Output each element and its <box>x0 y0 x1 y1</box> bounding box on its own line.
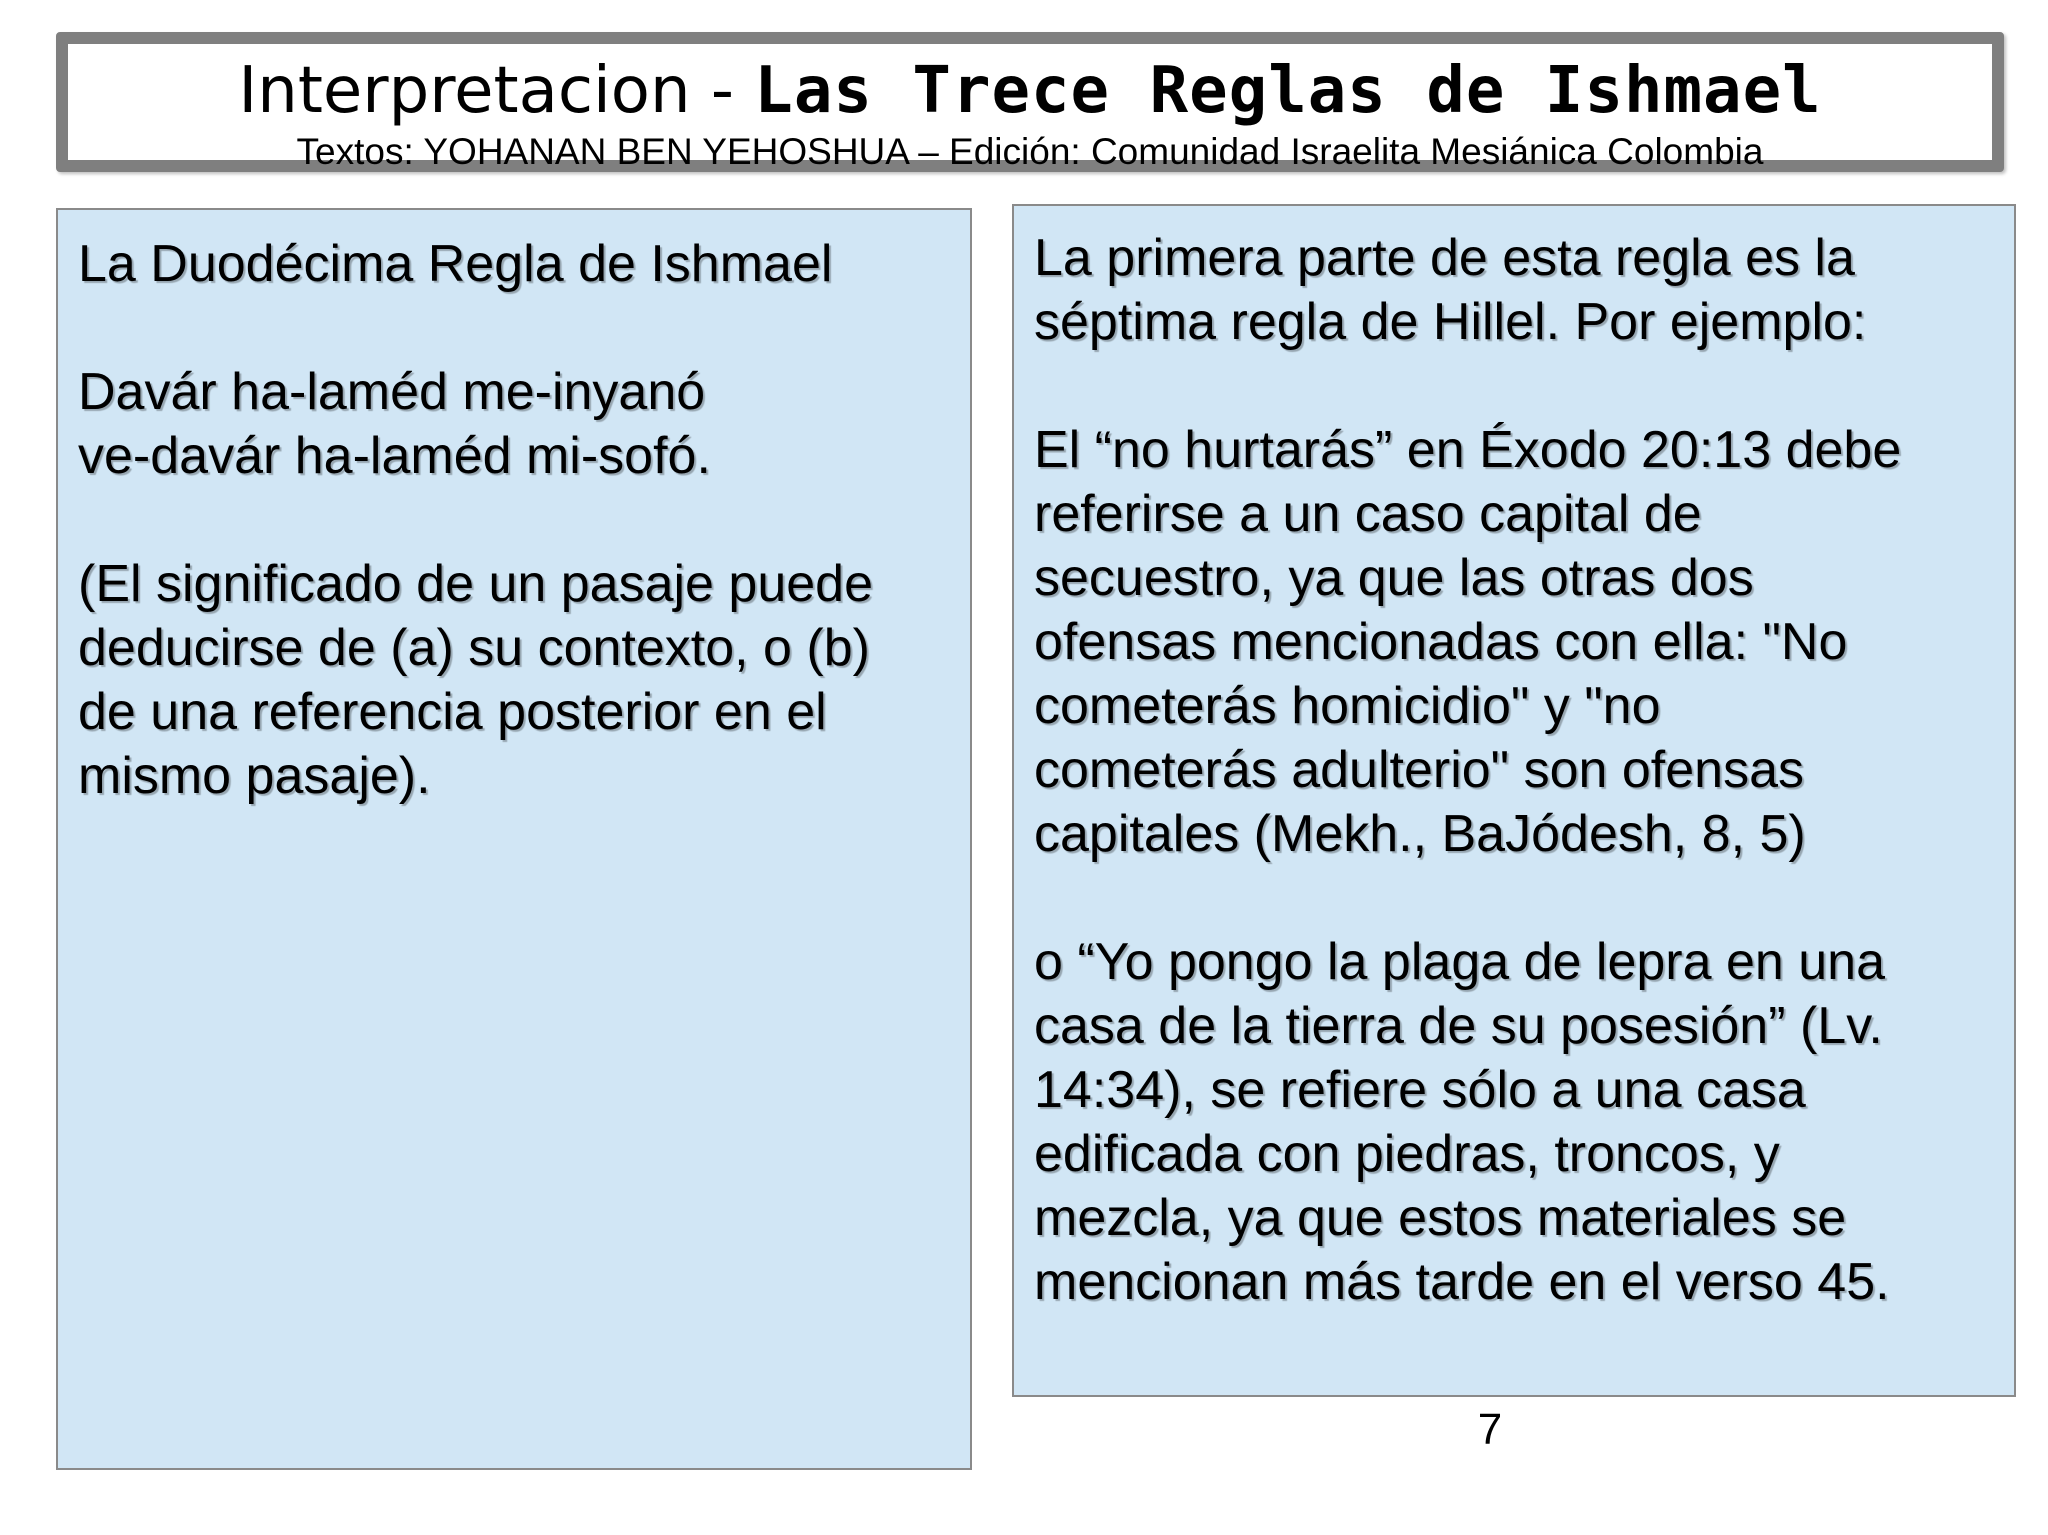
example-two-text: o “Yo pongo la plaga de lepra en una casa de la tierra de su posesión” (Lv. 14:34), se refiere sólo a una casa edificada con piedras, troncos, y mezcla, ya que estos materiales se mencionan más tarde en el verso 45. <box>1034 933 1890 1311</box>
slide-subtitle: Textos: YOHANAN BEN YEHOSHUA – Edición: Comunidad Israelita Mesiánica Colombia <box>296 131 1764 172</box>
paragraph-spacer <box>1034 354 1998 418</box>
rule-heading: La Duodécima Regla de Ishmael <box>78 235 833 293</box>
paragraph-spacer <box>78 488 954 552</box>
paragraph-spacer <box>78 296 954 360</box>
rule-intro-text: La primera parte de esta regla es la séptima regla de Hillel. Por ejemplo: <box>1034 229 1867 351</box>
slide-title <box>68 54 1992 128</box>
right-text-panel <box>1012 204 2016 1397</box>
title-bold: Las Trece Reglas de Ishmael <box>754 54 1822 128</box>
rule-meaning-text: (El significado de un pasaje puede deducirse de (a) su contexto, o (b) de una referencia posterior en el mismo pasaje). <box>78 555 874 805</box>
page-number: 7 <box>1477 1405 1503 1454</box>
hebrew-rule-text: Davár ha-laméd me-inyanó ve-davár ha-laméd mi-sofó. <box>78 363 711 485</box>
title-prefix: Interpretacion - <box>238 54 755 128</box>
example-one-text: El “no hurtarás” en Éxodo 20:13 debe referirse a un caso capital de secuestro, ya que las otras dos ofensas mencionadas con ella: "No cometerás homicidio" y "no cometerás adulterio" son ofensas capitales (Mekh., BaJódesh, 8, 5) <box>1034 421 1902 863</box>
slide-header <box>56 32 2004 172</box>
paragraph-spacer <box>1034 866 1998 930</box>
left-text-panel <box>56 208 972 1470</box>
